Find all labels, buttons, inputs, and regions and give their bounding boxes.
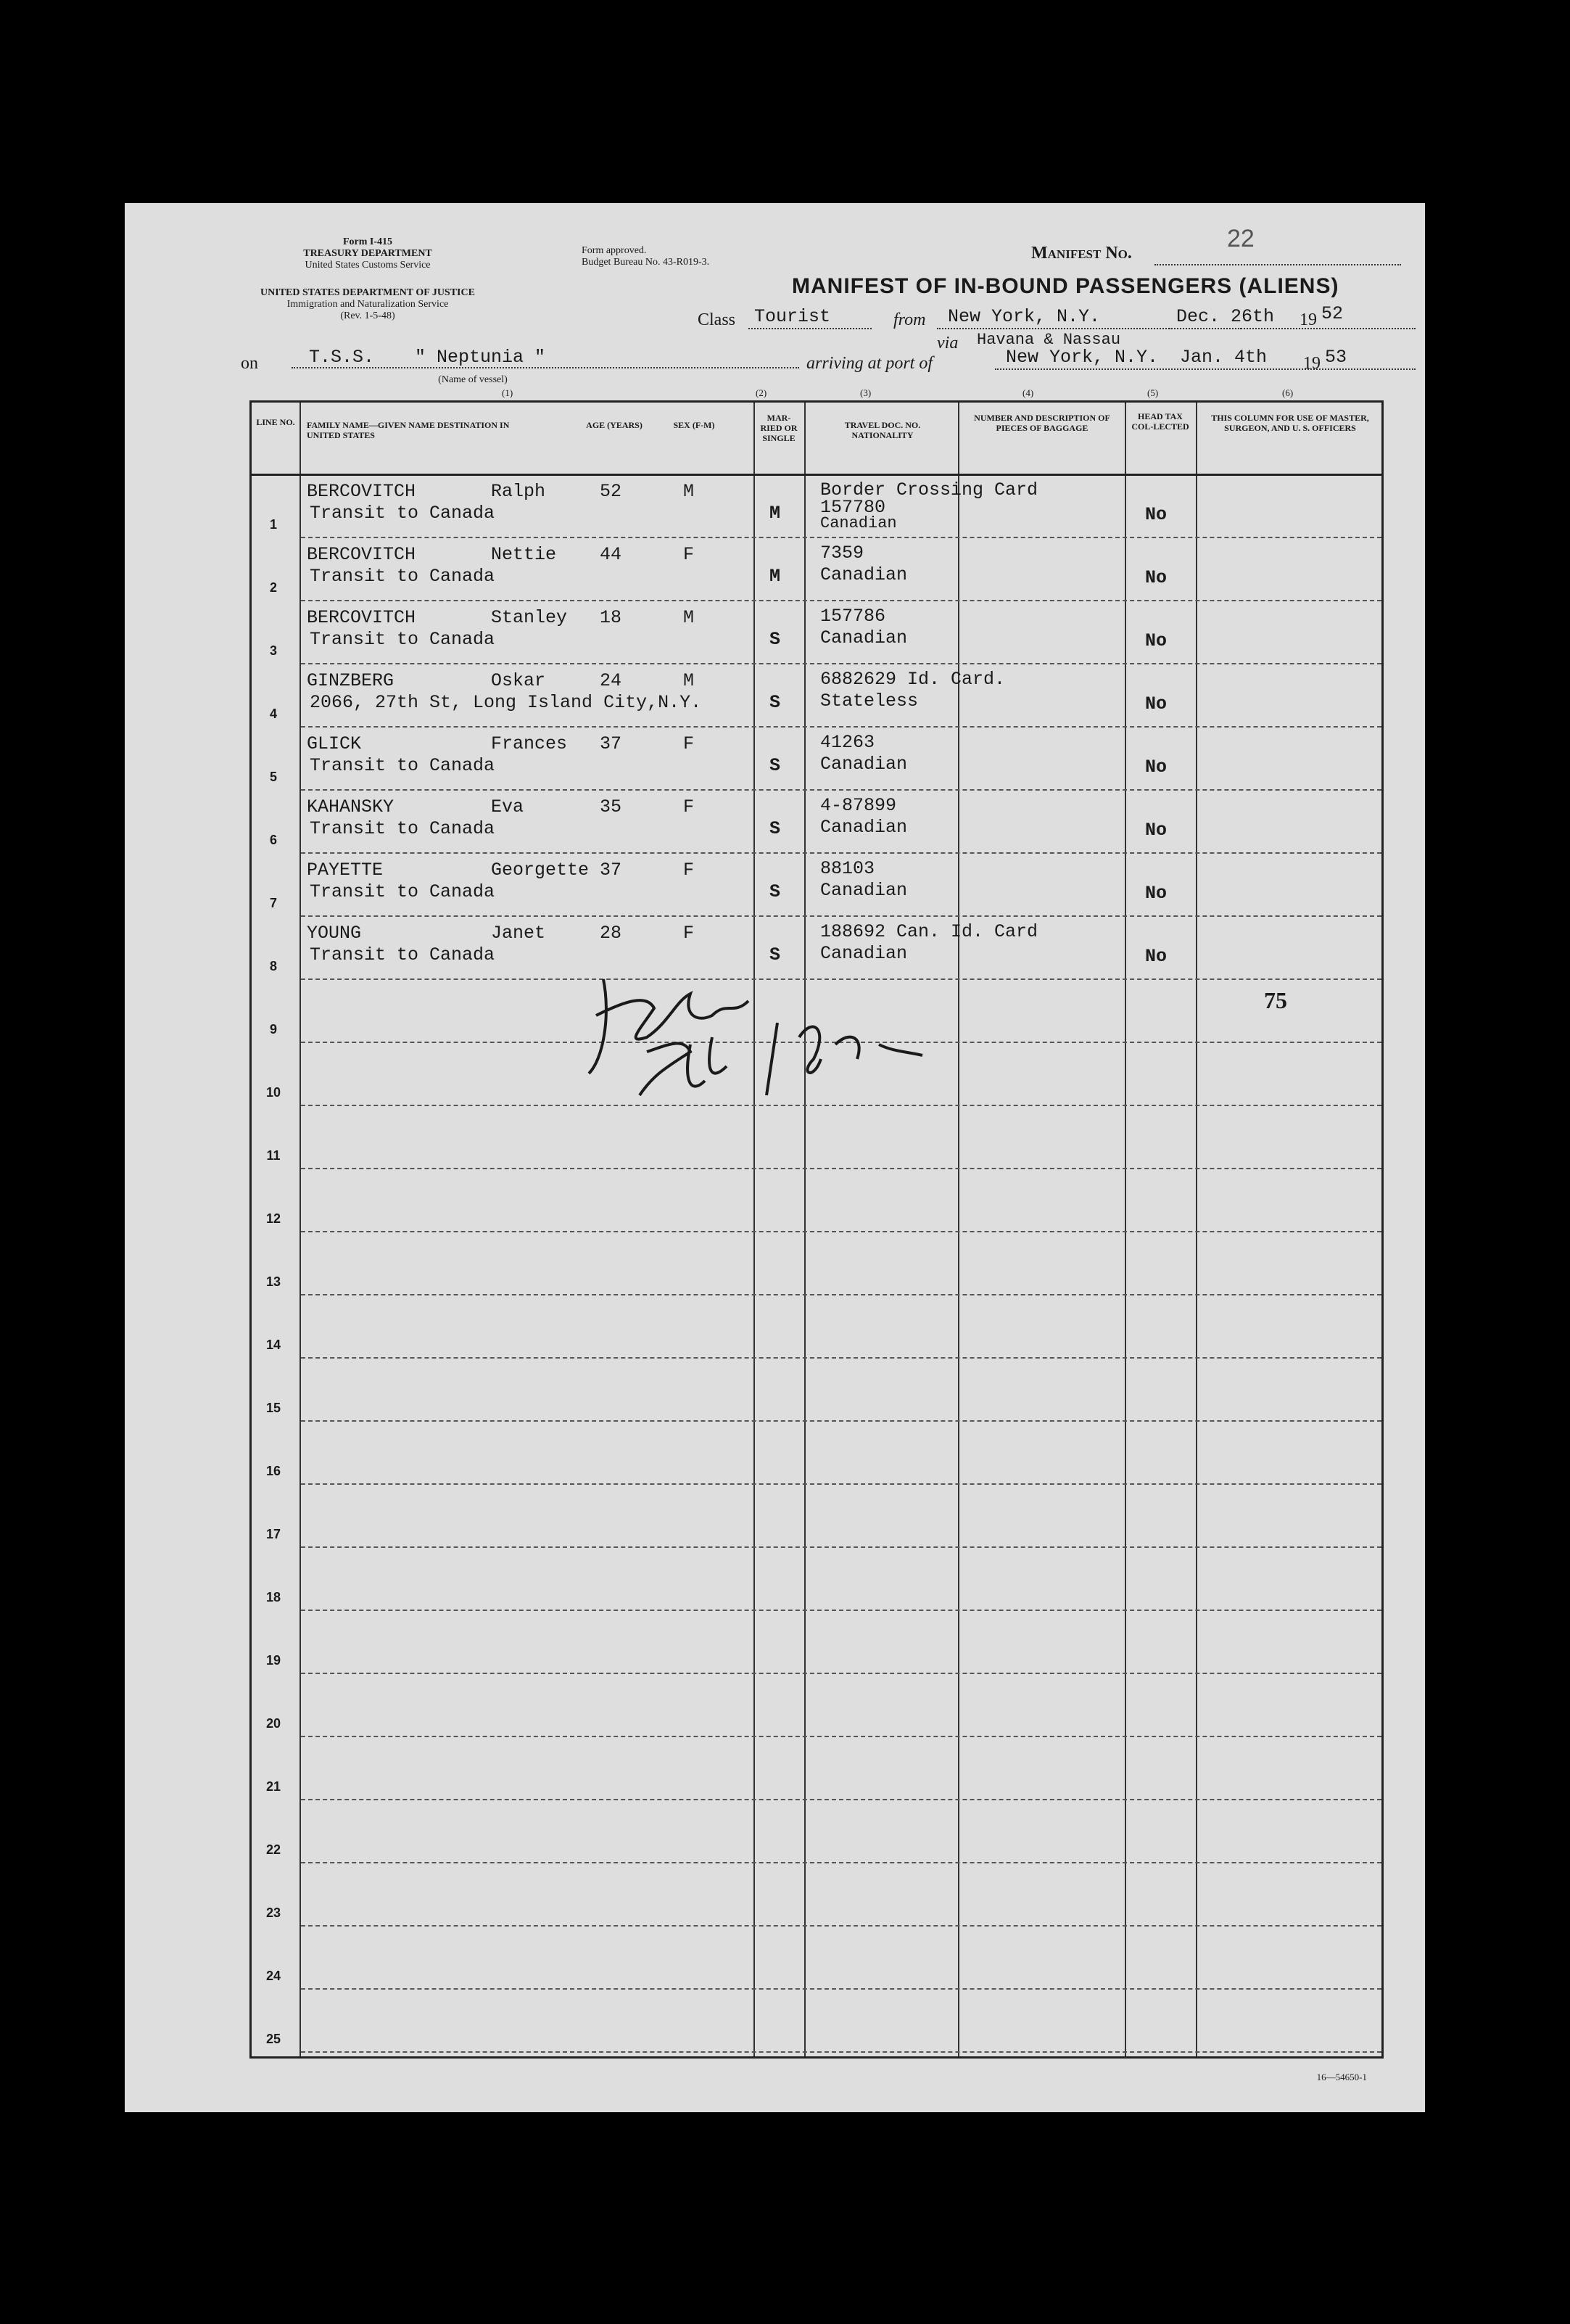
manifest-number: 22 [1227, 225, 1255, 252]
passenger-family-name: YOUNG [307, 923, 362, 944]
line-number: 13 [265, 1274, 281, 1289]
col-divider [958, 403, 959, 2056]
passenger-age: 24 [600, 670, 622, 691]
passenger-destination: Transit to Canada [310, 566, 495, 587]
passenger-nationality: Canadian [820, 817, 908, 838]
line-number: 24 [265, 1969, 281, 1983]
departure-year: 52 [1321, 303, 1344, 324]
line-number: 20 [265, 1716, 281, 1731]
passenger-head-tax: No [1145, 630, 1168, 651]
passenger-given-name: Georgette [491, 860, 590, 881]
passenger-sex: M [683, 670, 695, 691]
line-number: 25 [265, 2032, 281, 2046]
passenger-marital: S [769, 881, 781, 902]
passenger-age: 37 [600, 733, 622, 754]
passenger-given-name: Stanley [491, 607, 568, 628]
row-rule [301, 600, 1381, 601]
passenger-given-name: Ralph [491, 481, 546, 502]
passenger-nationality: Canadian [820, 514, 897, 532]
passenger-family-name: BERCOVITCH [307, 481, 416, 502]
treasury-dept: TREASURY DEPARTMENT United States Customs Service [303, 248, 432, 271]
passenger-age: 18 [600, 607, 622, 628]
class-value: Tourist [754, 306, 831, 327]
passenger-head-tax: No [1145, 820, 1168, 841]
passenger-family-name: GLICK [307, 733, 362, 754]
row-rule [301, 915, 1381, 917]
via-label: via [937, 334, 959, 353]
colnum-6: (6) [1282, 387, 1294, 398]
row-rule [301, 1799, 1381, 1800]
arrival-port: New York, N.Y. [1006, 347, 1159, 368]
passenger-nationality: Canadian [820, 627, 908, 648]
passenger-nationality: Canadian [820, 880, 908, 901]
passenger-family-name: GINZBERG [307, 670, 394, 691]
passenger-sex: F [683, 733, 695, 754]
row-rule [301, 537, 1381, 538]
passenger-given-name: Eva [491, 796, 524, 817]
line-number: 17 [265, 1527, 281, 1541]
row-rule [301, 1294, 1381, 1295]
col-divider [1196, 403, 1197, 2056]
manifest-title: MANIFEST OF IN-BOUND PASSENGERS (ALIENS) [792, 274, 1339, 298]
line-number: 8 [269, 959, 277, 973]
passenger-age: 44 [600, 544, 622, 565]
passenger-head-tax: No [1145, 567, 1168, 588]
header-rule [252, 474, 1381, 476]
class-label: Class [698, 310, 736, 329]
passenger-family-name: KAHANSKY [307, 796, 394, 817]
line-number: 1 [269, 517, 277, 532]
manifest-no-label: Manifest No. [1031, 244, 1132, 263]
passenger-destination: Transit to Canada [310, 629, 495, 650]
passenger-head-tax: No [1145, 757, 1168, 778]
passenger-head-tax: No [1145, 883, 1168, 904]
passenger-destination: Transit to Canada [310, 881, 495, 902]
passenger-table [249, 400, 1384, 2059]
row-rule [301, 1357, 1381, 1359]
vessel-underline [292, 367, 799, 368]
row-rule [301, 1231, 1381, 1232]
row-rule [301, 1862, 1381, 1863]
row-rule [301, 1610, 1381, 1611]
colnum-2: (2) [756, 387, 767, 398]
row-rule [301, 789, 1381, 791]
line-number: 12 [265, 1211, 281, 1226]
departure-date: Dec. 26th [1176, 306, 1275, 327]
passenger-nationality: Canadian [820, 564, 908, 585]
passenger-sex: F [683, 923, 695, 944]
arrival-underline [995, 368, 1416, 370]
passenger-marital: M [769, 503, 781, 524]
passenger-marital: S [769, 818, 781, 839]
passenger-family-name: BERCOVITCH [307, 607, 416, 628]
arriving-label: arriving at port of [806, 354, 933, 373]
passenger-head-tax: No [1145, 946, 1168, 967]
vessel-name: " Neptunia " [415, 347, 546, 368]
passenger-travel-doc: 88103 [820, 858, 875, 879]
passenger-marital: S [769, 692, 781, 713]
col-divider [299, 403, 301, 2056]
line-number: 4 [269, 706, 277, 721]
colnum-3: (3) [860, 387, 872, 398]
header-age: AGE (YEARS) [586, 420, 643, 430]
passenger-travel-doc-2: 157780 [820, 497, 886, 518]
passenger-marital: S [769, 944, 781, 965]
col-divider [804, 403, 806, 2056]
passenger-destination: 2066, 27th St, Long Island City,N.Y. [310, 692, 702, 713]
passenger-sex: F [683, 544, 695, 565]
line-number: 7 [269, 896, 277, 910]
passenger-age: 28 [600, 923, 622, 944]
line-number: 19 [265, 1653, 281, 1668]
vessel-caption: (Name of vessel) [438, 374, 508, 385]
passenger-travel-doc: 188692 Can. Id. Card [820, 921, 1038, 942]
row-rule [301, 1673, 1381, 1674]
justice-dept: UNITED STATES DEPARTMENT OF JUSTICE Immigration and Naturalization Service (Rev. 1-5-48) [260, 287, 475, 321]
row-rule [301, 1420, 1381, 1422]
class-underline [748, 328, 872, 329]
passenger-age: 37 [600, 860, 622, 881]
row-rule [301, 726, 1381, 728]
row-rule [301, 1483, 1381, 1485]
passenger-given-name: Nettie [491, 544, 557, 565]
arrival-year-prefix: 19 [1303, 354, 1321, 373]
passenger-destination: Transit to Canada [310, 755, 495, 776]
print-code: 16—54650-1 [1316, 2072, 1367, 2082]
header-line-no: LINE NO. [256, 417, 295, 427]
passenger-marital: S [769, 755, 781, 776]
header-married: MAR-RIED OR SINGLE [760, 413, 798, 443]
colnum-4: (4) [1022, 387, 1034, 398]
row-rule [301, 663, 1381, 664]
line-number: 10 [265, 1085, 281, 1100]
passenger-nationality: Canadian [820, 754, 908, 775]
line-number: 21 [265, 1779, 281, 1794]
passenger-travel-doc: Border Crossing Card [820, 479, 1038, 500]
from-label: from [893, 310, 926, 329]
line-number: 6 [269, 833, 277, 847]
row-rule [301, 1925, 1381, 1927]
from-value: New York, N.Y. [948, 306, 1101, 327]
passenger-destination: Transit to Canada [310, 503, 495, 524]
line-number: 5 [269, 770, 277, 784]
colnum-1: (1) [502, 387, 513, 398]
passenger-sex: M [683, 607, 695, 628]
passenger-age: 35 [600, 796, 622, 817]
passenger-given-name: Frances [491, 733, 568, 754]
line-number: 14 [265, 1338, 281, 1352]
on-label: on [241, 354, 258, 373]
passenger-nationality: Stateless [820, 691, 919, 712]
arrival-date: Jan. 4th [1180, 347, 1268, 368]
passenger-travel-doc: 4-87899 [820, 795, 897, 816]
line-number: 16 [265, 1464, 281, 1478]
line-number: 11 [266, 1148, 281, 1163]
passenger-head-tax: No [1145, 504, 1168, 525]
passenger-sex: M [683, 481, 695, 502]
row-rule [301, 1736, 1381, 1737]
passenger-travel-doc: 41263 [820, 732, 875, 753]
line-number: 9 [269, 1022, 277, 1037]
passenger-travel-doc: 6882629 Id. Card. [820, 669, 1006, 690]
passenger-travel-doc: 157786 [820, 606, 886, 627]
arrival-year: 53 [1325, 347, 1347, 368]
passenger-marital: M [769, 566, 781, 587]
row-rule [301, 2051, 1381, 2053]
passenger-family-name: BERCOVITCH [307, 544, 416, 565]
line-number: 22 [265, 1842, 281, 1857]
passenger-destination: Transit to Canada [310, 944, 495, 965]
passenger-nationality: Canadian [820, 943, 908, 964]
vessel-type: T.S.S. [309, 347, 375, 368]
departure-year-prefix: 19 [1300, 310, 1317, 329]
row-rule [301, 1546, 1381, 1548]
passenger-sex: F [683, 796, 695, 817]
form-id: Form I-415 [342, 236, 393, 247]
header-sex: SEX (F-M) [673, 420, 715, 430]
line-number: 18 [265, 1590, 281, 1604]
row-rule [301, 852, 1381, 854]
manifest-no-underline [1154, 264, 1401, 265]
via-value: Havana & Nassau [977, 331, 1121, 349]
passenger-age: 52 [600, 481, 622, 502]
header-travel-doc: TRAVEL DOC. NO. NATIONALITY [844, 420, 921, 440]
passenger-head-tax: No [1145, 693, 1168, 714]
line-number: 3 [269, 643, 277, 658]
departure-underline [1169, 328, 1416, 329]
header-officers: THIS COLUMN FOR USE OF MASTER, SURGEON, AND U. S. OFFICERS [1211, 413, 1369, 433]
passenger-sex: F [683, 860, 695, 881]
line-number: 2 [269, 580, 277, 595]
col-divider [753, 403, 755, 2056]
passenger-travel-doc: 7359 [820, 543, 864, 564]
passenger-marital: S [769, 629, 781, 650]
header-baggage: NUMBER AND DESCRIPTION OF PIECES OF BAGGAGE [974, 413, 1110, 433]
header-name: FAMILY NAME—GIVEN NAME DESTINATION IN UNITED STATES [307, 420, 510, 440]
row-rule [301, 1988, 1381, 1990]
line-number: 15 [265, 1401, 281, 1415]
line-number: 23 [265, 1905, 281, 1920]
officer-note: 75 [1264, 987, 1287, 1013]
manifest-page [125, 203, 1425, 2112]
header-head-tax: HEAD TAX COL-LECTED [1131, 411, 1189, 432]
passenger-given-name: Oskar [491, 670, 546, 691]
passenger-given-name: Janet [491, 923, 546, 944]
passenger-family-name: PAYETTE [307, 860, 384, 881]
passenger-destination: Transit to Canada [310, 818, 495, 839]
form-approval: Form approved. Budget Bureau No. 43-R019-3. [582, 245, 710, 268]
col-divider [1125, 403, 1126, 2056]
colnum-5: (5) [1147, 387, 1159, 398]
